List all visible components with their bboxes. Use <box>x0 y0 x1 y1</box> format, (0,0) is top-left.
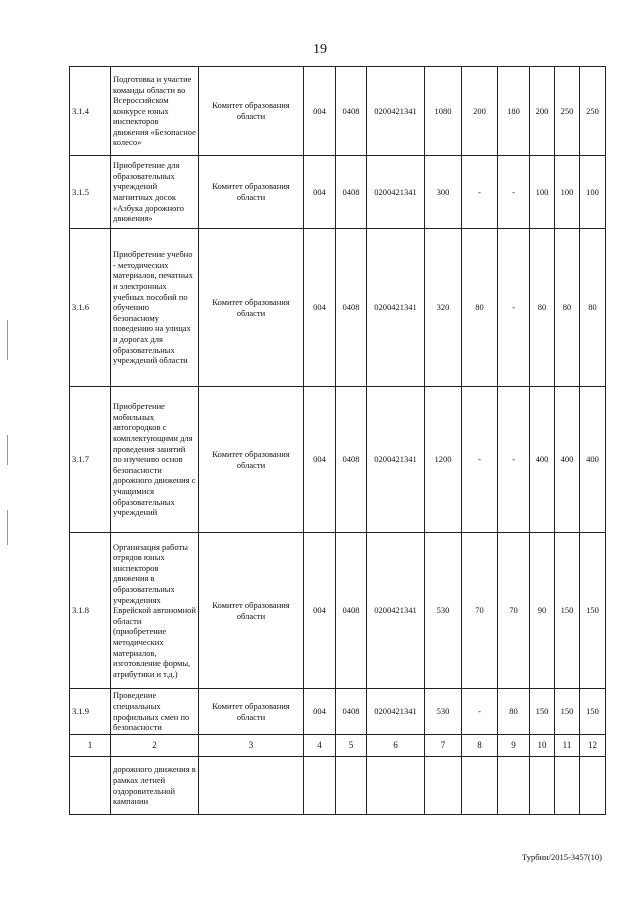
cell-col5: 0408 <box>336 689 367 735</box>
table-row <box>70 387 606 533</box>
cell-col9: - <box>498 229 530 387</box>
cell-col10: 150 <box>530 689 555 735</box>
row-number: 3.1.5 <box>70 156 111 229</box>
row-number: 3.1.8 <box>70 533 111 689</box>
cell-col4: 004 <box>304 229 336 387</box>
cell-col4: 004 <box>304 156 336 229</box>
cell-col10: 100 <box>530 156 555 229</box>
table-row <box>70 156 606 229</box>
cell-col12: 400 <box>580 387 606 533</box>
row-description: Проведение специальных профильных смен по безопасности <box>111 689 199 735</box>
cell-col8: 70 <box>462 533 498 689</box>
cell-col9: 180 <box>498 67 530 156</box>
cell-col5: 0408 <box>336 229 367 387</box>
cell-col6: 0200421341 <box>367 67 425 156</box>
row-executor: Комитет образования области <box>199 387 304 533</box>
table-row <box>70 533 606 689</box>
column-number: 10 <box>530 735 555 757</box>
cell-col4 <box>304 757 336 815</box>
cell-col9: 80 <box>498 689 530 735</box>
cell-col10: 400 <box>530 387 555 533</box>
row-number: 3.1.7 <box>70 387 111 533</box>
row-description: Организация работы отрядов юных инспекторов движения в образовательных учреждениях Еврейской автономной области (приобретение методических материалов, изготовление формы, атрибутики и т.д.) <box>111 533 199 689</box>
cell-col5: 0408 <box>336 533 367 689</box>
cell-col4: 004 <box>304 533 336 689</box>
cell-col6: 0200421341 <box>367 387 425 533</box>
column-number: 11 <box>555 735 580 757</box>
column-number: 3 <box>199 735 304 757</box>
cell-col12: 150 <box>580 533 606 689</box>
row-executor <box>199 757 304 815</box>
table-row <box>70 67 606 156</box>
cell-col6 <box>367 757 425 815</box>
cell-col5: 0408 <box>336 156 367 229</box>
row-executor: Комитет образования области <box>199 156 304 229</box>
cell-col12: 150 <box>580 689 606 735</box>
cell-col7: 1080 <box>425 67 462 156</box>
row-description: Приобретение мобильных автогородков с комплектующими для проведения занятий по изучению основ безопасности дорожного движения с учащимися образовательных учреждений <box>111 387 199 533</box>
table-row <box>70 689 606 735</box>
cell-col7: 1200 <box>425 387 462 533</box>
cell-col10: 80 <box>530 229 555 387</box>
cell-col7 <box>425 757 462 815</box>
cell-col4: 004 <box>304 387 336 533</box>
cell-col9: 70 <box>498 533 530 689</box>
cell-col8: - <box>462 156 498 229</box>
cell-col6: 0200421341 <box>367 156 425 229</box>
cell-col6: 0200421341 <box>367 689 425 735</box>
cell-col5: 0408 <box>336 67 367 156</box>
cell-col11: 100 <box>555 156 580 229</box>
document-footer: Турбин/2015-3457(10) <box>521 852 602 862</box>
cell-col10: 90 <box>530 533 555 689</box>
row-executor: Комитет образования области <box>199 67 304 156</box>
cell-col8: - <box>462 387 498 533</box>
cell-col8: 200 <box>462 67 498 156</box>
cell-col8 <box>462 757 498 815</box>
table-row <box>70 229 606 387</box>
margin-mark <box>7 320 8 360</box>
cell-col7: 300 <box>425 156 462 229</box>
row-number: 3.1.6 <box>70 229 111 387</box>
table-row <box>70 757 606 815</box>
cell-col7: 320 <box>425 229 462 387</box>
cell-col11 <box>555 757 580 815</box>
column-number: 4 <box>304 735 336 757</box>
cell-col9: - <box>498 387 530 533</box>
cell-col11: 250 <box>555 67 580 156</box>
budget-table <box>69 66 606 815</box>
cell-col11: 80 <box>555 229 580 387</box>
cell-col11: 150 <box>555 533 580 689</box>
margin-mark <box>7 435 8 465</box>
row-number: 3.1.4 <box>70 67 111 156</box>
column-number: 2 <box>111 735 199 757</box>
cell-col12: 100 <box>580 156 606 229</box>
row-executor: Комитет образования области <box>199 533 304 689</box>
column-number: 6 <box>367 735 425 757</box>
cell-col5: 0408 <box>336 387 367 533</box>
row-executor: Комитет образования области <box>199 229 304 387</box>
cell-col9: - <box>498 156 530 229</box>
cell-col9 <box>498 757 530 815</box>
row-description: Приобретение учебно - методических материалов, печатных и электронных учебных пособий по обучению безопасному поведению на улицах и дорогах для образовательных учреждений области <box>111 229 199 387</box>
cell-col6: 0200421341 <box>367 533 425 689</box>
cell-col11: 400 <box>555 387 580 533</box>
cell-col5 <box>336 757 367 815</box>
page-number: 19 <box>313 42 327 57</box>
cell-col10 <box>530 757 555 815</box>
column-number: 9 <box>498 735 530 757</box>
column-number-row <box>70 735 606 757</box>
column-number: 7 <box>425 735 462 757</box>
row-description: Приобретение для образовательных учреждений магнитных досок «Азбука дорожного движения» <box>111 156 199 229</box>
row-number <box>70 757 111 815</box>
column-number: 5 <box>336 735 367 757</box>
cell-col10: 200 <box>530 67 555 156</box>
cell-col8: 80 <box>462 229 498 387</box>
cell-col4: 004 <box>304 689 336 735</box>
cell-col7: 530 <box>425 689 462 735</box>
row-description: дорожного движения в рамках летней оздоровительной кампании <box>111 757 199 815</box>
cell-col4: 004 <box>304 67 336 156</box>
cell-col12 <box>580 757 606 815</box>
cell-col8: - <box>462 689 498 735</box>
cell-col6: 0200421341 <box>367 229 425 387</box>
row-description: Подготовка и участие команды области во Всероссийском конкурсе юных инспекторов движения «Безопасное колесо» <box>111 67 199 156</box>
cell-col12: 250 <box>580 67 606 156</box>
cell-col11: 150 <box>555 689 580 735</box>
column-number: 8 <box>462 735 498 757</box>
cell-col12: 80 <box>580 229 606 387</box>
column-number: 12 <box>580 735 606 757</box>
margin-mark <box>7 510 8 545</box>
column-number: 1 <box>70 735 111 757</box>
row-number: 3.1.9 <box>70 689 111 735</box>
cell-col7: 530 <box>425 533 462 689</box>
row-executor: Комитет образования области <box>199 689 304 735</box>
